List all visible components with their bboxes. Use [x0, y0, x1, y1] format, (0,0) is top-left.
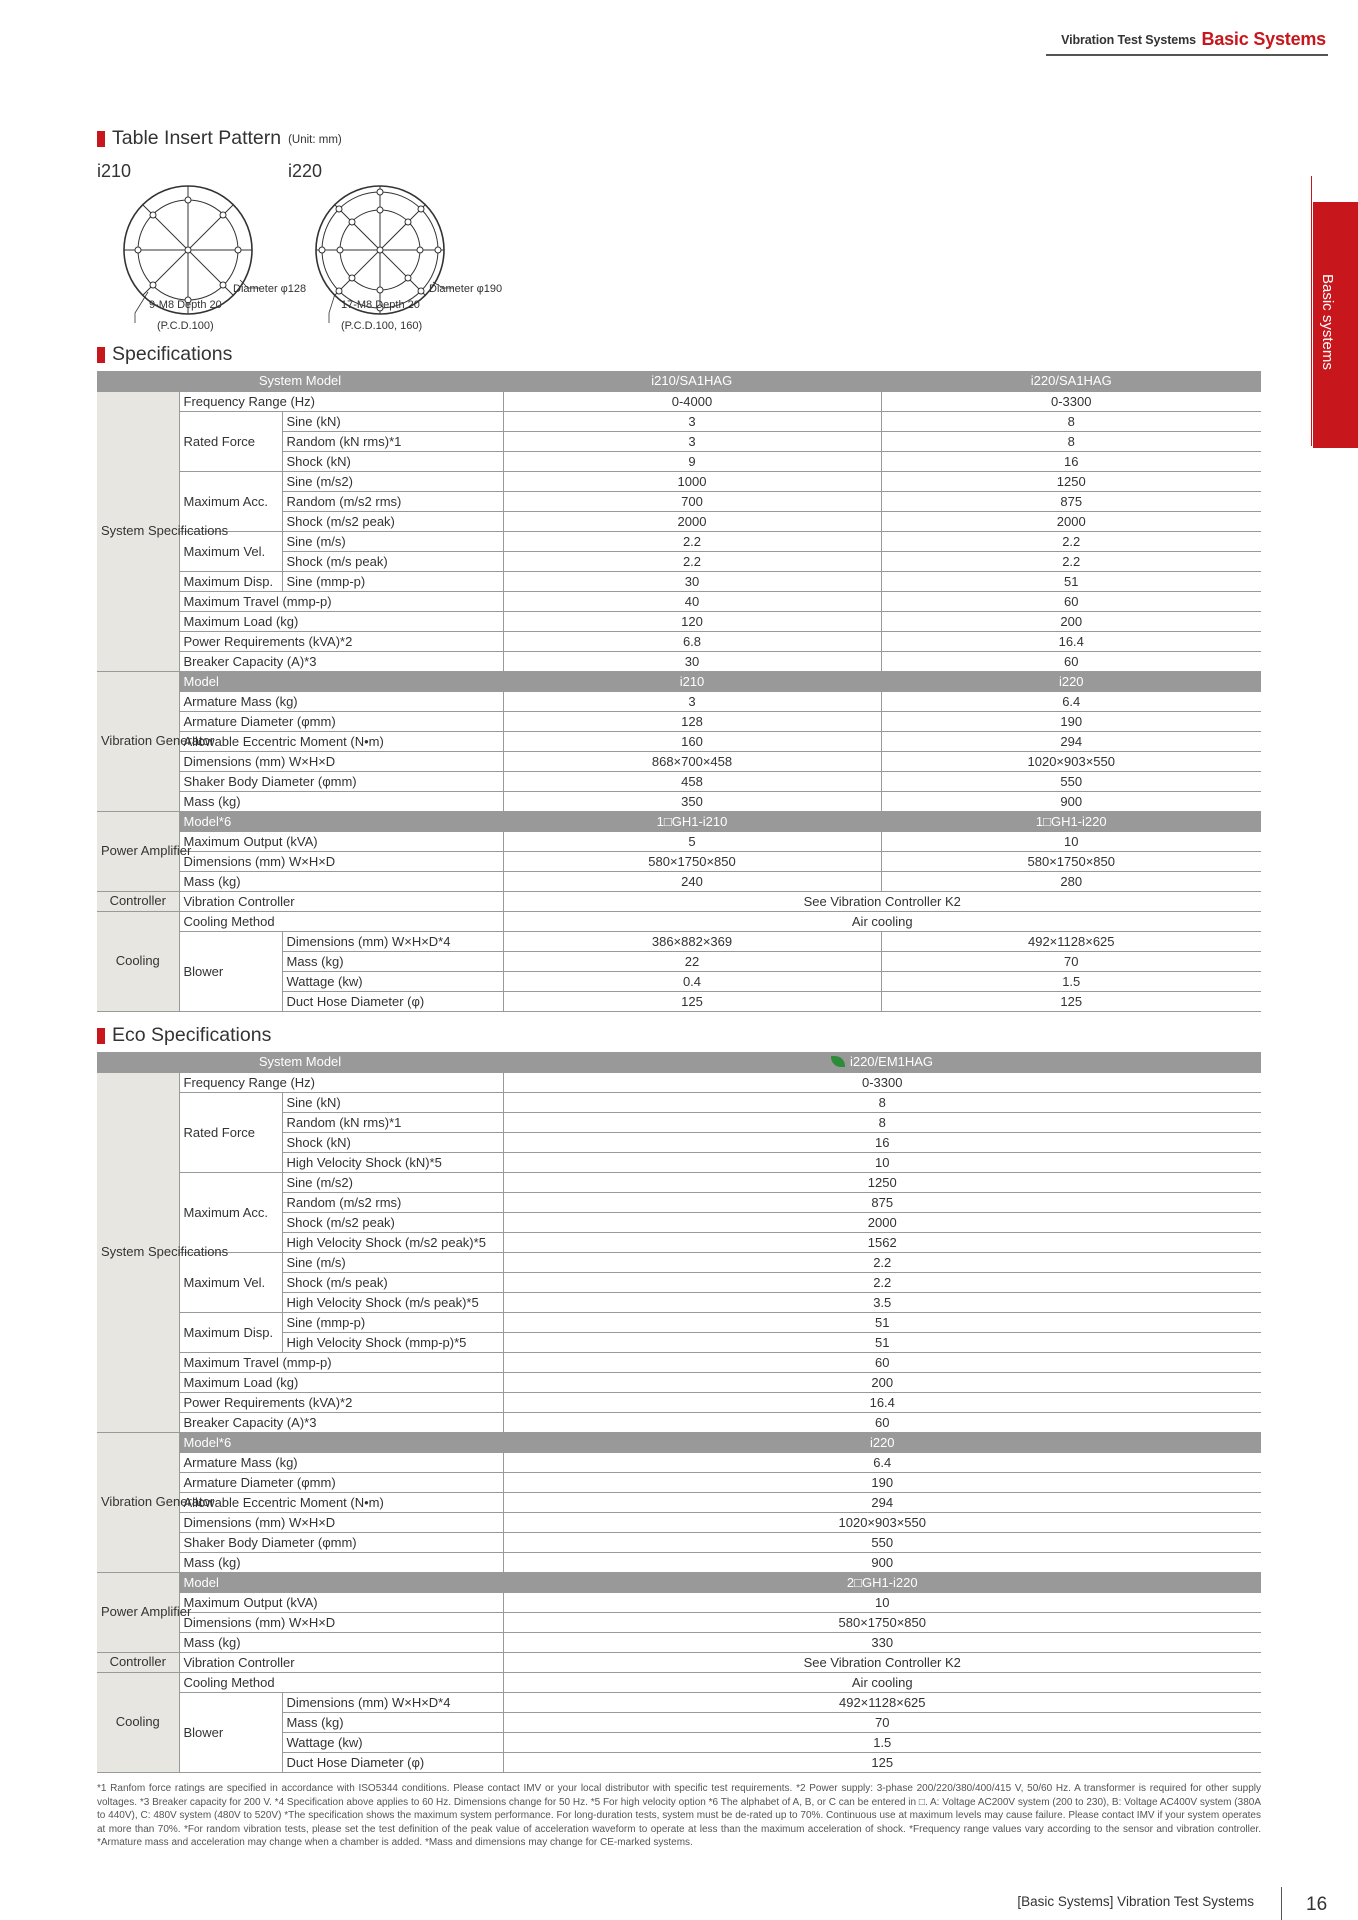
cell-value: 294 [881, 731, 1261, 751]
eco-model-name: i220/EM1HAG [849, 1054, 934, 1070]
row-label: Maximum Load (kg) [179, 1372, 503, 1392]
cell-value: 6.4 [881, 691, 1261, 711]
cell-value: Air cooling [503, 1672, 1261, 1692]
eco-header-col1 [503, 1052, 1261, 1072]
row-label: Armature Diameter (φmm) [179, 711, 503, 731]
table-row [97, 671, 1261, 691]
table-row [97, 691, 1261, 711]
cell-value: See Vibration Controller K2 [503, 891, 1261, 911]
row-label: Power Requirements (kVA)*2 [179, 1392, 503, 1412]
header-title: Basic Systems [1201, 29, 1326, 49]
table-row [97, 771, 1261, 791]
cell-value: i220 [503, 1432, 1261, 1452]
cell-value: 60 [503, 1412, 1261, 1432]
row-label: Frequency Range (Hz) [179, 1072, 503, 1092]
cell-value: 700 [503, 491, 881, 511]
footer-text: [Basic Systems] Vibration Test Systems [1017, 1894, 1254, 1909]
cell-value: 2000 [503, 511, 881, 531]
cell-value: 0-3300 [503, 1072, 1261, 1092]
table-row [97, 1172, 1261, 1192]
cell-value: 3 [503, 411, 881, 431]
cell-value: i220 [881, 671, 1261, 691]
cell-value: 458 [503, 771, 881, 791]
sub-label: Shock (m/s2 peak) [282, 511, 503, 531]
cell-value: 2000 [881, 511, 1261, 531]
cell-value: 875 [503, 1192, 1261, 1212]
sub-label: Random (kN rms)*1 [282, 1112, 503, 1132]
spec-header-col2: i220/SA1HAG [881, 371, 1261, 391]
table-row [97, 1372, 1261, 1392]
i220-diameter-note: Diameter φ190 [429, 283, 503, 295]
sub-label: Shock (m/s2 peak) [282, 1212, 503, 1232]
row-label: Dimensions (mm) W×H×D [179, 1512, 503, 1532]
table-row [97, 811, 1261, 831]
table-row [97, 891, 1261, 911]
cell-value: 1□GH1-i220 [881, 811, 1261, 831]
group-controller: Controller [97, 891, 179, 911]
sub-label: Sine (kN) [282, 1092, 503, 1112]
sub-label: Wattage (kw) [282, 971, 503, 991]
row-label: Mass (kg) [179, 1632, 503, 1652]
table-row [97, 1512, 1261, 1532]
cell-value: 1020×903×550 [503, 1512, 1261, 1532]
sub-label: Random (m/s2 rms) [282, 1192, 503, 1212]
row-label: Vibration Controller [179, 891, 503, 911]
sub-label: Mass (kg) [282, 951, 503, 971]
spec-title: Specifications [112, 343, 233, 365]
cell-value: 60 [503, 1352, 1261, 1372]
cell-value: 580×1750×850 [503, 851, 881, 871]
side-rule [1311, 176, 1312, 446]
table-row [97, 391, 1261, 411]
sub-label: Sine (m/s) [282, 531, 503, 551]
sub-label: High Velocity Shock (kN)*5 [282, 1152, 503, 1172]
cell-value: 550 [503, 1532, 1261, 1552]
side-tab-label: Basic systems [1319, 274, 1336, 370]
section-marker [97, 1028, 105, 1044]
row-label: Power Requirements (kVA)*2 [179, 631, 503, 651]
row-label: Shaker Body Diameter (φmm) [179, 771, 503, 791]
table-row [97, 1612, 1261, 1632]
table-row [97, 471, 1261, 491]
table-row [97, 1672, 1261, 1692]
sub-label: Dimensions (mm) W×H×D*4 [282, 1692, 503, 1712]
header-subtitle: Vibration Test Systems [1061, 33, 1196, 47]
cell-value: 128 [503, 711, 881, 731]
group-vibration-generator: Vibration Generator [97, 671, 179, 811]
cell-value: 30 [503, 651, 881, 671]
eco-title: Eco Specifications [112, 1024, 272, 1046]
table-row [97, 1432, 1261, 1452]
spec-section-title [97, 343, 232, 366]
i220-diagram-label: i220 [288, 161, 323, 181]
table-row [97, 751, 1261, 771]
table-row [97, 1652, 1261, 1672]
table-row [97, 631, 1261, 651]
table-row [97, 871, 1261, 891]
eco-spec-table [97, 1052, 1261, 1773]
cell-value: 1250 [503, 1172, 1261, 1192]
table-row [97, 1392, 1261, 1412]
cell-value: 120 [503, 611, 881, 631]
row-label: Maximum Vel. [179, 1252, 282, 1312]
table-row [97, 1692, 1261, 1712]
row-label: Maximum Disp. [179, 571, 282, 591]
cell-value: 2000 [503, 1212, 1261, 1232]
table-row [97, 531, 1261, 551]
row-label: Cooling Method [179, 911, 503, 931]
sub-label: Dimensions (mm) W×H×D*4 [282, 931, 503, 951]
section-marker [97, 131, 105, 147]
i210-pcd-note: (P.C.D.100) [157, 320, 214, 332]
cell-value: 200 [881, 611, 1261, 631]
footer-rule [1281, 1887, 1282, 1920]
cell-value: 2.2 [503, 531, 881, 551]
row-label: Maximum Acc. [179, 471, 282, 531]
table-row [97, 1572, 1261, 1592]
sub-label: High Velocity Shock (m/s peak)*5 [282, 1292, 503, 1312]
cell-value: 0-4000 [503, 391, 881, 411]
table-row [97, 651, 1261, 671]
eco-section-title [97, 1024, 271, 1047]
footnotes: *1 Ranfom force ratings are specified in accordance with ISO5344 conditions. Please contact IMV or your local distributor with specific test requirements. *2 Power supply: 3-phase 200/220/380/400/415 V, 50/60 Hz. A transformer is required for other supply voltages. *3 Breaker capacity for 200 V. *4 Specification above applies to 60 Hz. Dimensions change for 50 Hz. *5 For high velocity option *6 The alphabet of A, B, or C can be entered in □. A: Voltage AC200V system (200 to 230), B: Voltage AC400V system (380A to 440V), C: 480V system (480V to 520V) *The specification shows the maximum system performance. For long-duration tests, system must be de-rated up to 70%. Continuous use at maximum levels may cause failure. Please contact IMV if your system operates at more than 70%. *For random vibration tests, please set the test definition of the peak value of acceleration waveform to operate at less than the maximum acceleration of shock. *Frequency range values vary according to the sensor and vibration controller. *Armature mass and acceleration may change when a chamber is added. *Mass and dimensions may change for CE-marked systems. [97, 1783, 1261, 1849]
cell-value: 200 [503, 1372, 1261, 1392]
cell-value: 51 [503, 1332, 1261, 1352]
cell-value: 2.2 [881, 531, 1261, 551]
cell-value: 8 [503, 1112, 1261, 1132]
table-row [97, 911, 1261, 931]
cell-value: 0-3300 [881, 391, 1261, 411]
cell-value: 3.5 [503, 1292, 1261, 1312]
cell-value: 1.5 [881, 971, 1261, 991]
i210-diameter-note: Diameter φ128 [233, 283, 307, 295]
cell-value: 8 [503, 1092, 1261, 1112]
cell-value: 330 [503, 1632, 1261, 1652]
row-label: Breaker Capacity (A)*3 [179, 1412, 503, 1432]
cell-value: 2.2 [881, 551, 1261, 571]
row-label: Rated Force [179, 1092, 282, 1172]
table-row [97, 571, 1261, 591]
cell-value: 3 [503, 691, 881, 711]
row-label: Frequency Range (Hz) [179, 391, 503, 411]
cell-value: 900 [881, 791, 1261, 811]
table-row [97, 591, 1261, 611]
spec-header-col1: i210/SA1HAG [503, 371, 881, 391]
cell-value: 51 [881, 571, 1261, 591]
sub-label: Shock (kN) [282, 1132, 503, 1152]
cell-value: 16.4 [881, 631, 1261, 651]
cell-value: 580×1750×850 [503, 1612, 1261, 1632]
i210-thread-note: 9-M8 Depth 20 [149, 299, 222, 311]
table-row [97, 611, 1261, 631]
cell-value: 492×1128×625 [881, 931, 1261, 951]
sub-label: Shock (m/s peak) [282, 551, 503, 571]
cell-value: 190 [881, 711, 1261, 731]
table-row [97, 851, 1261, 871]
cell-value: 60 [881, 591, 1261, 611]
row-label: Mass (kg) [179, 791, 503, 811]
cell-value: 1562 [503, 1232, 1261, 1252]
sub-label: High Velocity Shock (mmp-p)*5 [282, 1332, 503, 1352]
cell-value: 2.2 [503, 551, 881, 571]
eco-header-label: System Model [97, 1052, 503, 1072]
row-label: Model [179, 1572, 503, 1592]
eco-leaf-icon [831, 1056, 845, 1067]
table-row [97, 791, 1261, 811]
sub-label: Shock (m/s peak) [282, 1272, 503, 1292]
row-label: Maximum Travel (mmp-p) [179, 1352, 503, 1372]
group-controller: Controller [97, 1652, 179, 1672]
row-label: Maximum Acc. [179, 1172, 282, 1252]
sub-label: Random (kN rms)*1 [282, 431, 503, 451]
group-system: System Specifications [97, 391, 179, 671]
group-power-amplifier: Power Amplifier [97, 811, 179, 891]
sub-label: Sine (kN) [282, 411, 503, 431]
table-row [97, 1552, 1261, 1572]
i220-pcd-note: (P.C.D.100, 160) [341, 320, 423, 332]
sub-label: Duct Hose Diameter (φ) [282, 1752, 503, 1772]
eco-header-row [97, 1052, 1261, 1072]
table-row [97, 1312, 1261, 1332]
cell-value: 10 [503, 1592, 1261, 1612]
spec-header-row [97, 371, 1261, 391]
cell-value: 0.4 [503, 971, 881, 991]
cell-value: 8 [881, 411, 1261, 431]
cell-value: 30 [503, 571, 881, 591]
cell-value: 10 [881, 831, 1261, 851]
spec-header-label: System Model [97, 371, 503, 391]
sub-label: Sine (mmp-p) [282, 571, 503, 591]
cell-value: 294 [503, 1492, 1261, 1512]
sub-label: Random (m/s2 rms) [282, 491, 503, 511]
row-label: Model [179, 671, 503, 691]
table-row [97, 1412, 1261, 1432]
row-label: Breaker Capacity (A)*3 [179, 651, 503, 671]
table-row [97, 1492, 1261, 1512]
i210-diagram-label: i210 [97, 161, 132, 181]
cell-value: Air cooling [503, 911, 1261, 931]
cell-value: 2.2 [503, 1252, 1261, 1272]
table-row [97, 1252, 1261, 1272]
insert-section-title [97, 127, 342, 150]
cell-value: 190 [503, 1472, 1261, 1492]
table-row [97, 1472, 1261, 1492]
row-label: Maximum Output (kVA) [179, 1592, 503, 1612]
row-label: Mass (kg) [179, 1552, 503, 1572]
row-label: Dimensions (mm) W×H×D [179, 751, 503, 771]
cell-value: 386×882×369 [503, 931, 881, 951]
cell-value: 16.4 [503, 1392, 1261, 1412]
cell-value: 60 [881, 651, 1261, 671]
cell-value: 2.2 [503, 1272, 1261, 1292]
cell-value: 350 [503, 791, 881, 811]
cell-value: 51 [503, 1312, 1261, 1332]
section-marker [97, 347, 105, 363]
row-label: Dimensions (mm) W×H×D [179, 1612, 503, 1632]
cell-value: 900 [503, 1552, 1261, 1572]
cell-value: 9 [503, 451, 881, 471]
cell-value: 6.8 [503, 631, 881, 651]
cell-value: 580×1750×850 [881, 851, 1261, 871]
row-label: Maximum Vel. [179, 531, 282, 571]
row-label: Mass (kg) [179, 871, 503, 891]
group-cooling: Cooling [97, 1672, 179, 1772]
group-vibration-generator: Vibration Generator [97, 1432, 179, 1572]
row-label: Dimensions (mm) W×H×D [179, 851, 503, 871]
cell-value: 125 [881, 991, 1261, 1011]
row-label: Maximum Travel (mmp-p) [179, 591, 503, 611]
sub-label: Sine (m/s2) [282, 1172, 503, 1192]
spec-table [97, 371, 1261, 1012]
cell-value: 70 [881, 951, 1261, 971]
header-rule [1046, 54, 1328, 56]
table-row [97, 1592, 1261, 1612]
page-number: 16 [1306, 1894, 1328, 1915]
cell-value: 1000 [503, 471, 881, 491]
row-label: Maximum Output (kVA) [179, 831, 503, 851]
sub-label: Sine (m/s) [282, 1252, 503, 1272]
table-row [97, 1452, 1261, 1472]
sub-label: Wattage (kw) [282, 1732, 503, 1752]
cell-value: 5 [503, 831, 881, 851]
cell-value: 70 [503, 1712, 1261, 1732]
cell-value: 1250 [881, 471, 1261, 491]
cell-value: 1.5 [503, 1732, 1261, 1752]
cell-value: 125 [503, 1752, 1261, 1772]
group-power-amplifier: Power Amplifier [97, 1572, 179, 1652]
group-cooling: Cooling [97, 911, 179, 1011]
cell-value: 240 [503, 871, 881, 891]
cell-value: 160 [503, 731, 881, 751]
row-label: Allowable Eccentric Moment (N•m) [179, 731, 503, 751]
row-label: Armature Diameter (φmm) [179, 1472, 503, 1492]
cell-value: 492×1128×625 [503, 1692, 1261, 1712]
cell-value: 875 [881, 491, 1261, 511]
row-label: Maximum Load (kg) [179, 611, 503, 631]
row-label: Model*6 [179, 811, 503, 831]
cell-value: 2□GH1-i220 [503, 1572, 1261, 1592]
table-row [97, 931, 1261, 951]
cell-value: 1020×903×550 [881, 751, 1261, 771]
row-label: Blower [179, 1692, 282, 1772]
table-row [97, 1632, 1261, 1652]
sub-label: Shock (kN) [282, 451, 503, 471]
cell-value: 8 [881, 431, 1261, 451]
cell-value: 1□GH1-i210 [503, 811, 881, 831]
i220-thread-note: 17-M8 Depth 20 [341, 299, 420, 311]
table-row [97, 1072, 1261, 1092]
table-row [97, 1352, 1261, 1372]
cell-value: 22 [503, 951, 881, 971]
insert-unit: (Unit: mm) [288, 133, 342, 146]
cell-value: 3 [503, 431, 881, 451]
row-label: Maximum Disp. [179, 1312, 282, 1352]
cell-value: i210 [503, 671, 881, 691]
insert-title: Table Insert Pattern [112, 127, 282, 149]
row-label: Allowable Eccentric Moment (N•m) [179, 1492, 503, 1512]
sub-label: Sine (mmp-p) [282, 1312, 503, 1332]
cell-value: 280 [881, 871, 1261, 891]
cell-value: 550 [881, 771, 1261, 791]
table-row [97, 1092, 1261, 1112]
sub-label: High Velocity Shock (m/s2 peak)*5 [282, 1232, 503, 1252]
cell-value: 40 [503, 591, 881, 611]
cell-value: 6.4 [503, 1452, 1261, 1472]
row-label: Rated Force [179, 411, 282, 471]
cell-value: See Vibration Controller K2 [503, 1652, 1261, 1672]
table-row [97, 831, 1261, 851]
row-label: Armature Mass (kg) [179, 1452, 503, 1472]
row-label: Model*6 [179, 1432, 503, 1452]
sub-label: Duct Hose Diameter (φ) [282, 991, 503, 1011]
cell-value: 10 [503, 1152, 1261, 1172]
table-row [97, 731, 1261, 751]
cell-value: 16 [503, 1132, 1261, 1152]
cell-value: 868×700×458 [503, 751, 881, 771]
table-row [97, 411, 1261, 431]
row-label: Blower [179, 931, 282, 1011]
sub-label: Mass (kg) [282, 1712, 503, 1732]
row-label: Vibration Controller [179, 1652, 503, 1672]
group-system: System Specifications [97, 1072, 179, 1432]
table-row [97, 711, 1261, 731]
row-label: Cooling Method [179, 1672, 503, 1692]
row-label: Armature Mass (kg) [179, 691, 503, 711]
row-label: Shaker Body Diameter (φmm) [179, 1532, 503, 1552]
cell-value: 16 [881, 451, 1261, 471]
sub-label: Sine (m/s2) [282, 471, 503, 491]
cell-value: 125 [503, 991, 881, 1011]
table-row [97, 1532, 1261, 1552]
